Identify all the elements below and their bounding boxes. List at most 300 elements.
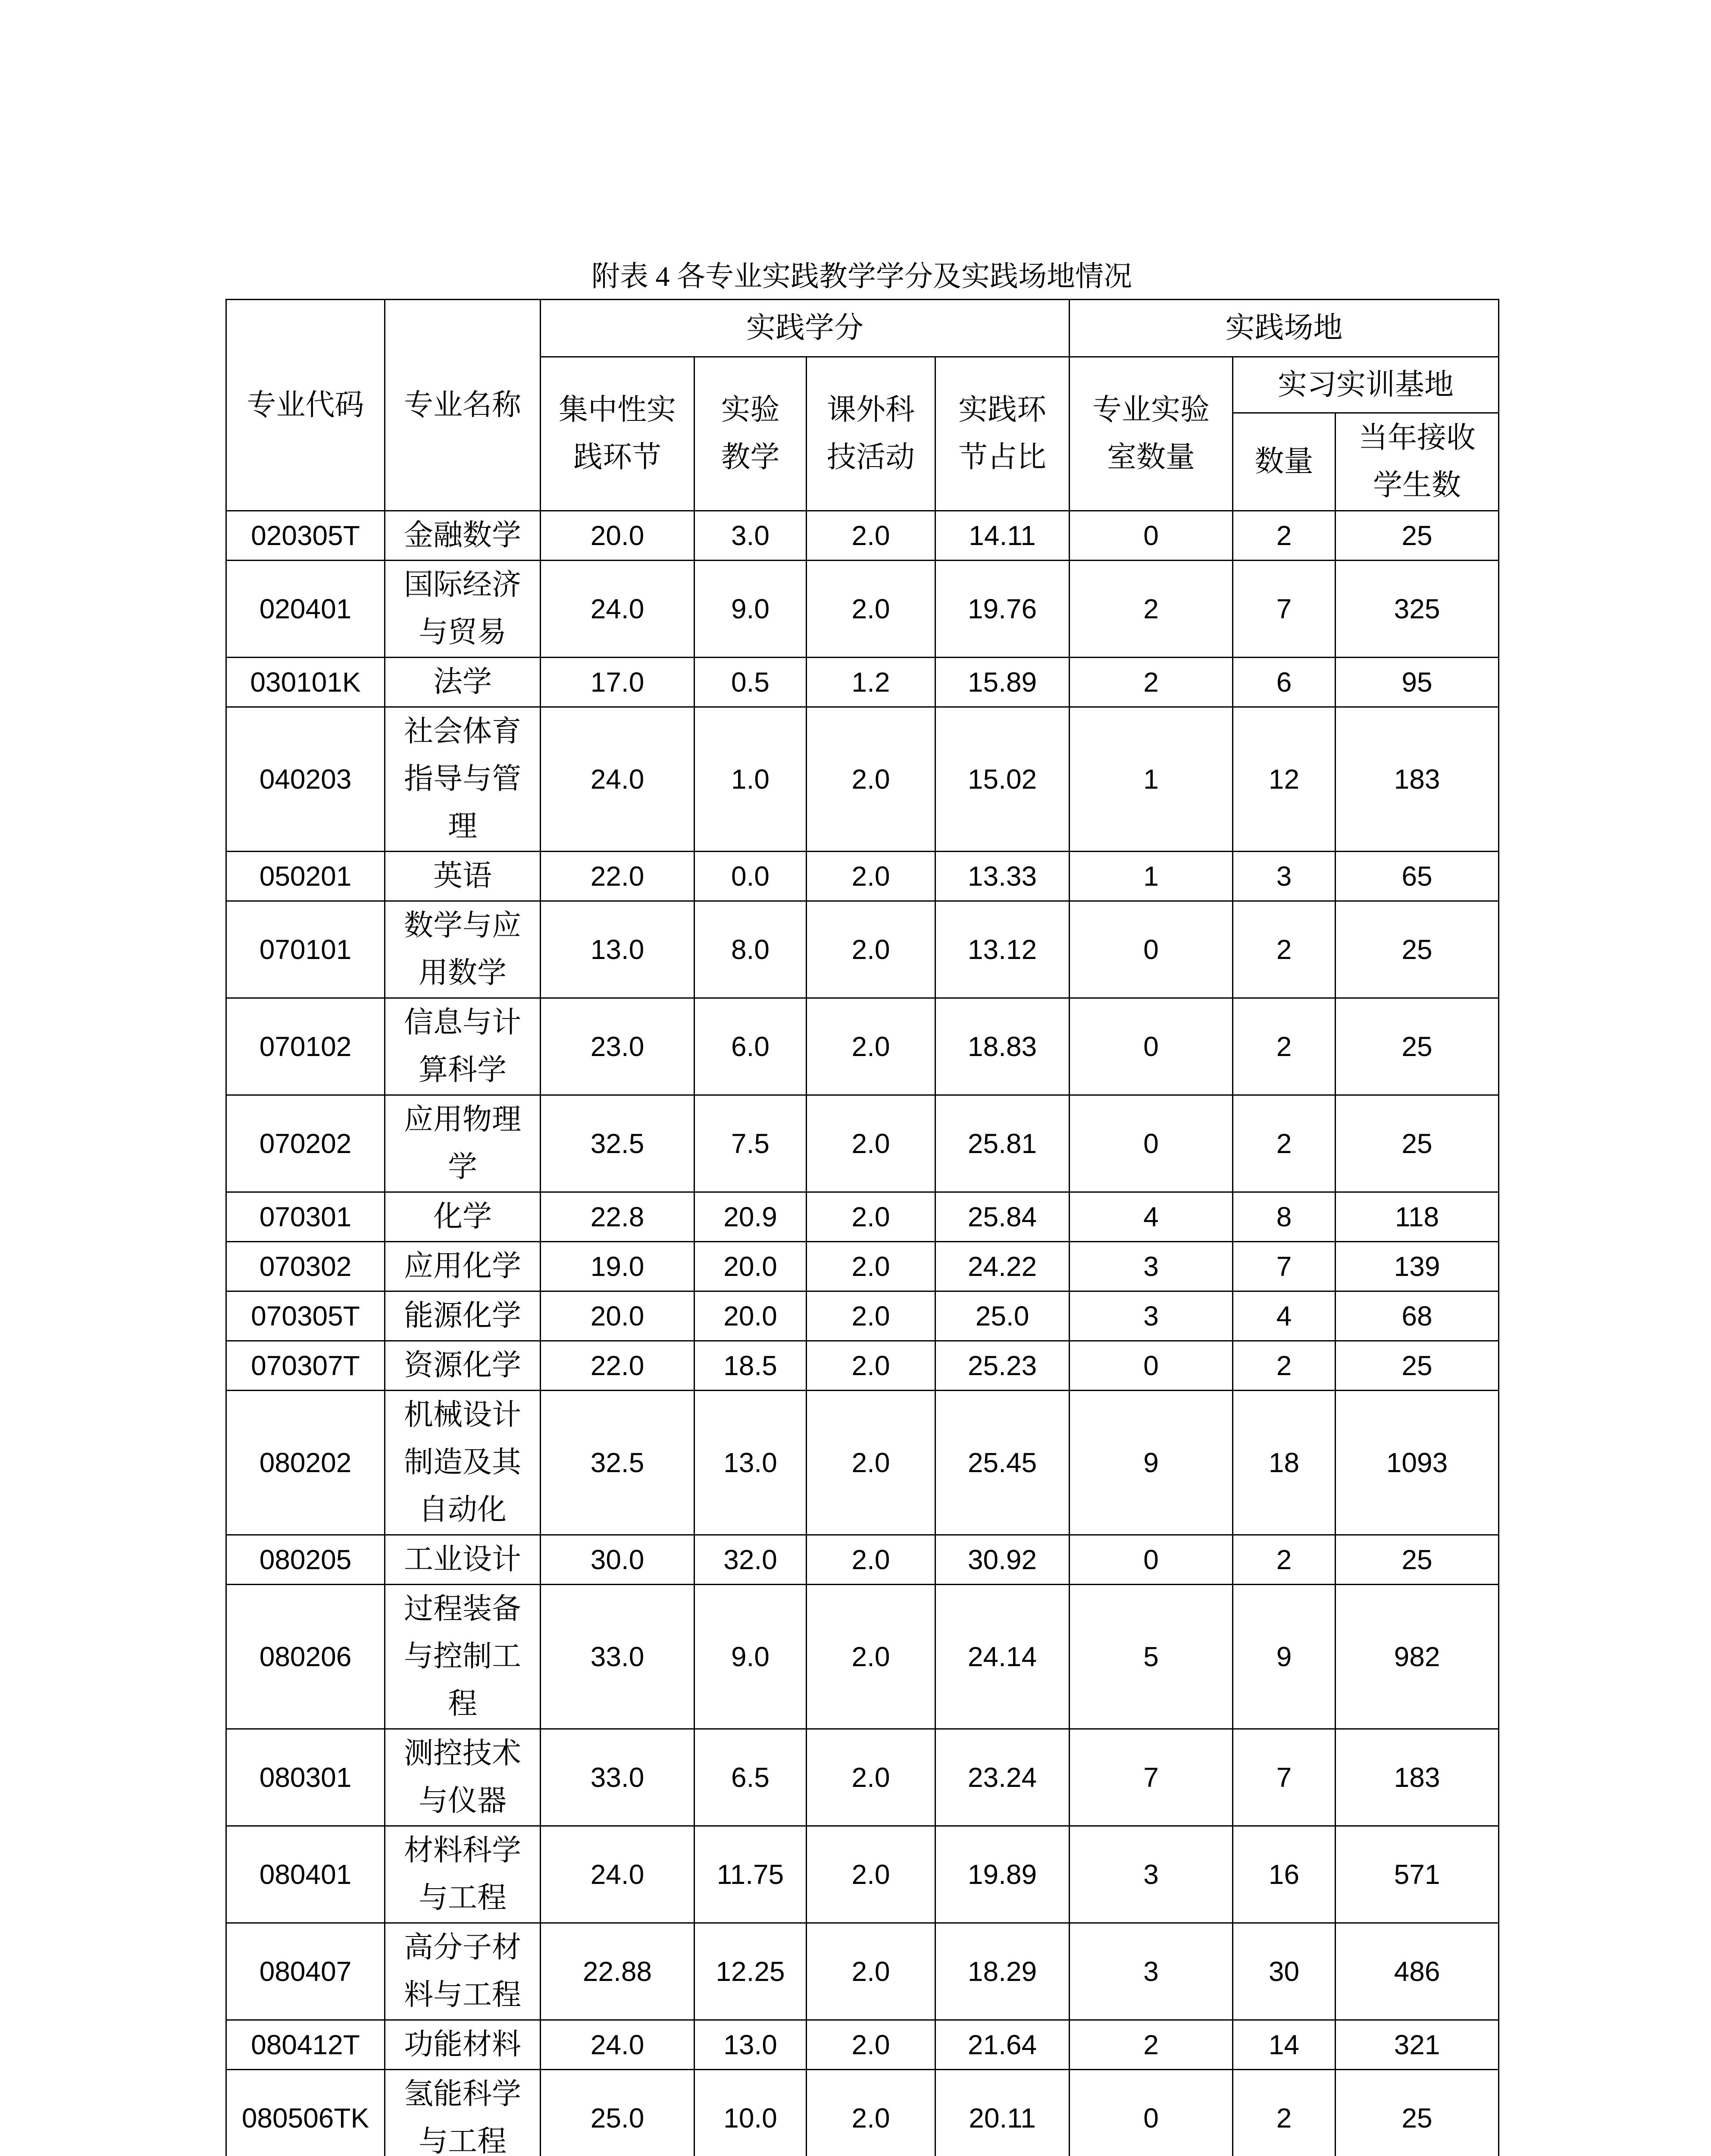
experiment-teaching-text: 20.9 (723, 1201, 777, 1232)
major-name-cell (385, 1391, 541, 1535)
major-code-text: 080506TK (241, 2103, 369, 2134)
base-count-cell (1233, 1826, 1336, 1923)
major-name-text: 能源化学 (404, 1299, 521, 1333)
header-base-count-text: 数量 (1254, 445, 1314, 479)
practice-ratio-text: 19.76 (967, 593, 1037, 624)
extracurricular-activities-cell (807, 1095, 935, 1192)
students-received-cell (1336, 1535, 1499, 1585)
concentrated-practice-cell (541, 1391, 694, 1535)
lab-count-text: 1 (1143, 764, 1159, 795)
header-practice-ratio (935, 357, 1070, 511)
concentrated-practice-text: 17.0 (590, 667, 644, 698)
lab-count-cell (1070, 901, 1233, 998)
concentrated-practice-cell (541, 707, 694, 852)
extracurricular-activities-cell (807, 998, 935, 1095)
extracurricular-activities-text: 2.0 (851, 2029, 890, 2060)
base-count-text: 2 (1276, 520, 1292, 551)
major-name-text: 资源化学 (404, 1348, 521, 1382)
extracurricular-activities-cell (807, 1729, 935, 1826)
students-received-text: 25 (1401, 2103, 1433, 2134)
practice-ratio-text: 24.22 (967, 1251, 1037, 1282)
practice-ratio-cell (935, 1729, 1070, 1826)
concentrated-practice-text: 30.0 (590, 1544, 644, 1575)
extracurricular-activities-text: 2.0 (851, 764, 890, 795)
major-code-text: 030101K (250, 667, 361, 698)
concentrated-practice-text: 24.0 (590, 1859, 644, 1890)
students-received-text: 118 (1395, 1201, 1439, 1232)
header-experiment-teaching (694, 357, 807, 511)
practice-ratio-cell (935, 561, 1070, 658)
lab-count-text: 3 (1143, 1300, 1159, 1332)
lab-count-cell (1070, 1585, 1233, 1729)
header-row (226, 300, 1499, 357)
students-received-cell (1336, 1291, 1499, 1341)
concentrated-practice-text: 22.0 (590, 861, 644, 892)
base-count-cell (1233, 2070, 1336, 2156)
practice-ratio-cell (935, 1391, 1070, 1535)
extracurricular-activities-text: 2.0 (851, 861, 890, 892)
practice-ratio-text: 14.11 (969, 520, 1036, 551)
concentrated-practice-text: 20.0 (590, 520, 644, 551)
major-code-cell (226, 1391, 385, 1535)
major-name-cell (385, 1291, 541, 1341)
base-count-text: 2 (1276, 1350, 1292, 1381)
students-received-cell (1336, 1192, 1499, 1242)
header-experiment-teaching-text: 实验教学 (721, 393, 780, 474)
base-count-cell (1233, 1923, 1336, 2020)
major-name-cell (385, 1242, 541, 1291)
students-received-cell (1336, 998, 1499, 1095)
major-code-text: 070307T (251, 1350, 360, 1381)
extracurricular-activities-text: 2.0 (851, 1350, 890, 1381)
concentrated-practice-cell (541, 1535, 694, 1585)
lab-count-text: 0 (1143, 934, 1159, 965)
students-received-text: 95 (1401, 667, 1433, 698)
table-row (226, 1291, 1499, 1341)
major-name-text: 国际经济与贸易 (404, 568, 521, 649)
major-name-cell (385, 707, 541, 852)
students-received-cell (1336, 1242, 1499, 1291)
extracurricular-activities-text: 2.0 (851, 1859, 890, 1890)
extracurricular-activities-text: 2.0 (851, 1447, 890, 1478)
major-code-cell (226, 1826, 385, 1923)
table-caption: 附表 4 各专业实践教学学分及实践场地情况 (591, 261, 1132, 292)
experiment-teaching-cell (694, 1291, 807, 1341)
major-name-cell (385, 561, 541, 658)
lab-count-cell (1070, 2020, 1233, 2070)
experiment-teaching-cell (694, 1585, 807, 1729)
experiment-teaching-text: 32.0 (723, 1544, 777, 1575)
practice-ratio-text: 20.11 (969, 2103, 1036, 2134)
concentrated-practice-cell (541, 1729, 694, 1826)
concentrated-practice-cell (541, 658, 694, 707)
major-code-cell (226, 852, 385, 901)
lab-count-text: 3 (1143, 1251, 1159, 1282)
practice-ratio-text: 30.92 (967, 1544, 1037, 1575)
table-row (226, 1341, 1499, 1391)
extracurricular-activities-text: 2.0 (851, 934, 890, 965)
extracurricular-activities-cell (807, 561, 935, 658)
extracurricular-activities-text: 2.0 (851, 1201, 890, 1232)
experiment-teaching-cell (694, 1341, 807, 1391)
header-students-received-text: 当年接收学生数 (1358, 421, 1476, 502)
table-row (226, 1095, 1499, 1192)
concentrated-practice-cell (541, 561, 694, 658)
students-received-cell (1336, 852, 1499, 901)
major-name-text: 应用物理学 (404, 1103, 521, 1184)
header-concentrated-practice (541, 357, 694, 511)
concentrated-practice-cell (541, 1095, 694, 1192)
lab-count-cell (1070, 1291, 1233, 1341)
practice-ratio-cell (935, 2020, 1070, 2070)
table-row (226, 1192, 1499, 1242)
major-name-cell (385, 1192, 541, 1242)
practice-ratio-text: 18.29 (967, 1956, 1037, 1987)
extracurricular-activities-text: 2.0 (851, 1956, 890, 1987)
lab-count-cell (1070, 1391, 1233, 1535)
major-code-text: 070305T (251, 1300, 360, 1332)
table-body (226, 511, 1499, 2156)
students-received-cell (1336, 1585, 1499, 1729)
lab-count-cell (1070, 998, 1233, 1095)
base-count-text: 8 (1276, 1201, 1292, 1232)
concentrated-practice-text: 25.0 (590, 2103, 644, 2134)
lab-count-cell (1070, 658, 1233, 707)
concentrated-practice-cell (541, 2020, 694, 2070)
major-code-cell (226, 707, 385, 852)
major-code-cell (226, 1242, 385, 1291)
table-row (226, 707, 1499, 852)
concentrated-practice-cell (541, 852, 694, 901)
students-received-cell (1336, 1729, 1499, 1826)
extracurricular-activities-text: 2.0 (851, 1300, 890, 1332)
extracurricular-activities-cell (807, 1242, 935, 1291)
major-name-cell (385, 1923, 541, 2020)
header-lab-count (1070, 357, 1233, 511)
concentrated-practice-cell (541, 1923, 694, 2020)
concentrated-practice-text: 24.0 (590, 593, 644, 624)
students-received-cell (1336, 511, 1499, 561)
experiment-teaching-text: 1.0 (731, 764, 769, 795)
lab-count-text: 1 (1143, 861, 1159, 892)
base-count-text: 2 (1276, 1128, 1292, 1159)
lab-count-cell (1070, 1826, 1233, 1923)
table-row (226, 901, 1499, 998)
major-code-text: 080206 (259, 1641, 352, 1672)
extracurricular-activities-cell (807, 901, 935, 998)
major-code-cell (226, 1192, 385, 1242)
table-row (226, 2020, 1499, 2070)
base-count-text: 3 (1276, 861, 1292, 892)
concentrated-practice-text: 22.88 (582, 1956, 652, 1987)
major-name-cell (385, 2020, 541, 2070)
practice-ratio-text: 25.23 (967, 1350, 1037, 1381)
students-received-cell (1336, 707, 1499, 852)
practice-ratio-text: 25.0 (975, 1300, 1029, 1332)
major-code-cell (226, 1535, 385, 1585)
major-code-text: 070301 (259, 1201, 352, 1232)
experiment-teaching-text: 12.25 (716, 1956, 785, 1987)
students-received-cell (1336, 1923, 1499, 2020)
lab-count-text: 3 (1143, 1956, 1159, 1987)
base-count-cell (1233, 658, 1336, 707)
concentrated-practice-text: 22.8 (590, 1201, 644, 1232)
major-name-cell (385, 1535, 541, 1585)
experiment-teaching-text: 20.0 (723, 1251, 777, 1282)
experiment-teaching-cell (694, 561, 807, 658)
students-received-text: 571 (1394, 1859, 1440, 1890)
students-received-text: 183 (1394, 1762, 1440, 1793)
major-code-cell (226, 658, 385, 707)
table-row (226, 658, 1499, 707)
experiment-teaching-cell (694, 1391, 807, 1535)
major-code-cell (226, 1585, 385, 1729)
practice-ratio-text: 21.64 (967, 2029, 1037, 2060)
major-code-cell (226, 998, 385, 1095)
base-count-cell (1233, 1535, 1336, 1585)
base-count-text: 16 (1268, 1859, 1300, 1890)
extracurricular-activities-text: 2.0 (851, 2103, 890, 2134)
base-count-cell (1233, 852, 1336, 901)
lab-count-cell (1070, 511, 1233, 561)
lab-count-text: 0 (1143, 1350, 1159, 1381)
concentrated-practice-cell (541, 1826, 694, 1923)
base-count-cell (1233, 1341, 1336, 1391)
lab-count-text: 0 (1143, 520, 1159, 551)
major-code-text: 020305T (251, 520, 360, 551)
lab-count-text: 2 (1143, 667, 1159, 698)
students-received-text: 65 (1401, 861, 1433, 892)
major-code-cell (226, 1291, 385, 1341)
base-count-text: 14 (1268, 2029, 1300, 2060)
concentrated-practice-cell (541, 1242, 694, 1291)
lab-count-text: 5 (1143, 1641, 1159, 1672)
table-row (226, 511, 1499, 561)
concentrated-practice-text: 13.0 (590, 934, 644, 965)
header-major-name (385, 300, 541, 511)
practice-ratio-cell (935, 852, 1070, 901)
concentrated-practice-text: 32.5 (590, 1128, 644, 1159)
header-major-name-text: 专业名称 (404, 388, 521, 422)
base-count-cell (1233, 1291, 1336, 1341)
major-name-cell (385, 901, 541, 998)
major-code-cell (226, 511, 385, 561)
lab-count-text: 3 (1143, 1859, 1159, 1890)
header-extracurricular-activities-text: 课外科技活动 (826, 393, 915, 474)
major-name-cell (385, 1585, 541, 1729)
extracurricular-activities-text: 1.2 (851, 667, 890, 698)
lab-count-text: 0 (1143, 1128, 1159, 1159)
major-code-text: 070202 (259, 1128, 352, 1159)
concentrated-practice-text: 32.5 (590, 1447, 644, 1478)
extracurricular-activities-text: 2.0 (851, 1251, 890, 1282)
practice-ratio-cell (935, 1095, 1070, 1192)
experiment-teaching-text: 13.0 (723, 1447, 777, 1478)
major-name-text: 数学与应用数学 (404, 909, 521, 990)
practice-ratio-cell (935, 511, 1070, 561)
experiment-teaching-text: 10.0 (723, 2103, 777, 2134)
lab-count-cell (1070, 1341, 1233, 1391)
students-received-text: 68 (1401, 1300, 1433, 1332)
major-name-text: 英语 (433, 859, 492, 893)
practice-ratio-cell (935, 1291, 1070, 1341)
concentrated-practice-text: 33.0 (590, 1762, 644, 1793)
experiment-teaching-text: 8.0 (731, 934, 769, 965)
major-code-text: 080407 (259, 1956, 352, 1987)
students-received-text: 25 (1401, 1544, 1433, 1575)
major-code-text: 070102 (259, 1031, 352, 1062)
major-name-cell (385, 998, 541, 1095)
major-name-text: 化学 (433, 1200, 492, 1234)
students-received-cell (1336, 2020, 1499, 2070)
major-name-text: 法学 (433, 665, 492, 699)
students-received-text: 982 (1394, 1641, 1440, 1672)
base-count-text: 9 (1276, 1641, 1292, 1672)
base-count-text: 7 (1276, 1762, 1292, 1793)
major-name-text: 金融数学 (404, 518, 521, 552)
lab-count-cell (1070, 561, 1233, 658)
practice-ratio-cell (935, 1826, 1070, 1923)
table-row (226, 1729, 1499, 1826)
students-received-text: 25 (1401, 520, 1433, 551)
major-code-cell (226, 901, 385, 998)
experiment-teaching-text: 0.5 (731, 667, 769, 698)
extracurricular-activities-cell (807, 1826, 935, 1923)
practice-ratio-text: 15.02 (967, 764, 1037, 795)
lab-count-text: 2 (1143, 593, 1159, 624)
major-name-text: 过程装备与控制工程 (404, 1592, 521, 1721)
base-count-text: 2 (1276, 1544, 1292, 1575)
extracurricular-activities-text: 2.0 (851, 1128, 890, 1159)
base-count-cell (1233, 2020, 1336, 2070)
table-row (226, 852, 1499, 901)
major-name-text: 测控技术与仪器 (404, 1736, 521, 1818)
base-count-cell (1233, 561, 1336, 658)
base-count-text: 4 (1276, 1300, 1292, 1332)
header-base-count (1233, 413, 1336, 511)
major-name-text: 功能材料 (404, 2028, 521, 2062)
base-count-text: 7 (1276, 1251, 1292, 1282)
lab-count-cell (1070, 1923, 1233, 2020)
major-code-text: 050201 (259, 861, 352, 892)
experiment-teaching-text: 13.0 (723, 2029, 777, 2060)
concentrated-practice-text: 19.0 (590, 1251, 644, 1282)
extracurricular-activities-cell (807, 1291, 935, 1341)
practice-ratio-cell (935, 707, 1070, 852)
base-count-cell (1233, 1095, 1336, 1192)
experiment-teaching-text: 0.0 (731, 861, 769, 892)
major-code-cell (226, 1923, 385, 2020)
practice-ratio-cell (935, 1923, 1070, 2020)
base-count-cell (1233, 511, 1336, 561)
base-count-cell (1233, 1391, 1336, 1535)
concentrated-practice-cell (541, 1341, 694, 1391)
extracurricular-activities-text: 2.0 (851, 1641, 890, 1672)
major-code-text: 080412T (251, 2029, 360, 2060)
practice-ratio-cell (935, 901, 1070, 998)
major-code-text: 080205 (259, 1544, 352, 1575)
base-count-text: 12 (1268, 764, 1300, 795)
experiment-teaching-text: 6.5 (731, 1762, 769, 1793)
extracurricular-activities-cell (807, 852, 935, 901)
lab-count-text: 0 (1143, 2103, 1159, 2134)
table-row (226, 1923, 1499, 2020)
concentrated-practice-cell (541, 998, 694, 1095)
concentrated-practice-cell (541, 1585, 694, 1729)
table-row (226, 998, 1499, 1095)
extracurricular-activities-text: 2.0 (851, 593, 890, 624)
extracurricular-activities-cell (807, 707, 935, 852)
base-count-cell (1233, 1729, 1336, 1826)
concentrated-practice-cell (541, 1192, 694, 1242)
header-students-received (1336, 413, 1499, 511)
students-received-text: 321 (1394, 2029, 1440, 2060)
extracurricular-activities-cell (807, 1923, 935, 2020)
students-received-cell (1336, 561, 1499, 658)
experiment-teaching-cell (694, 852, 807, 901)
practice-table (225, 299, 1499, 2156)
table-row (226, 561, 1499, 658)
experiment-teaching-text: 9.0 (731, 1641, 769, 1672)
experiment-teaching-cell (694, 998, 807, 1095)
extracurricular-activities-cell (807, 2020, 935, 2070)
header-major-code (226, 300, 385, 511)
students-received-text: 325 (1394, 593, 1440, 624)
practice-ratio-cell (935, 1535, 1070, 1585)
students-received-cell (1336, 1095, 1499, 1192)
lab-count-text: 4 (1143, 1201, 1159, 1232)
experiment-teaching-cell (694, 1826, 807, 1923)
extracurricular-activities-cell (807, 511, 935, 561)
practice-ratio-text: 18.83 (967, 1031, 1037, 1062)
header-lab-count-text: 专业实验室数量 (1092, 393, 1210, 474)
students-received-cell (1336, 901, 1499, 998)
major-name-cell (385, 2070, 541, 2156)
major-code-cell (226, 2070, 385, 2156)
base-count-text: 2 (1276, 934, 1292, 965)
experiment-teaching-text: 7.5 (731, 1128, 769, 1159)
practice-ratio-cell (935, 2070, 1070, 2156)
major-code-text: 080202 (259, 1447, 352, 1478)
concentrated-practice-cell (541, 901, 694, 998)
table-row (226, 1535, 1499, 1585)
major-code-text: 020401 (259, 593, 352, 624)
lab-count-text: 2 (1143, 2029, 1159, 2060)
header-internship-bases-text: 实习实训基地 (1278, 367, 1454, 402)
major-name-text: 机械设计制造及其自动化 (404, 1398, 521, 1527)
major-code-text: 080301 (259, 1762, 352, 1793)
experiment-teaching-cell (694, 1192, 807, 1242)
concentrated-practice-cell (541, 511, 694, 561)
practice-ratio-text: 19.89 (967, 1859, 1037, 1890)
experiment-teaching-text: 11.75 (716, 1859, 784, 1890)
extracurricular-activities-text: 2.0 (851, 1762, 890, 1793)
practice-ratio-text: 25.84 (967, 1201, 1037, 1232)
experiment-teaching-cell (694, 707, 807, 852)
major-code-text: 070101 (259, 934, 352, 965)
practice-ratio-text: 13.12 (967, 934, 1037, 965)
major-name-text: 应用化学 (404, 1249, 521, 1283)
base-count-cell (1233, 1585, 1336, 1729)
header-concentrated-practice-text: 集中性实践环节 (558, 393, 676, 474)
major-name-cell (385, 658, 541, 707)
practice-ratio-cell (935, 658, 1070, 707)
experiment-teaching-text: 18.5 (723, 1350, 777, 1381)
extracurricular-activities-cell (807, 1535, 935, 1585)
base-count-text: 30 (1268, 1956, 1300, 1987)
students-received-cell (1336, 1341, 1499, 1391)
lab-count-cell (1070, 852, 1233, 901)
